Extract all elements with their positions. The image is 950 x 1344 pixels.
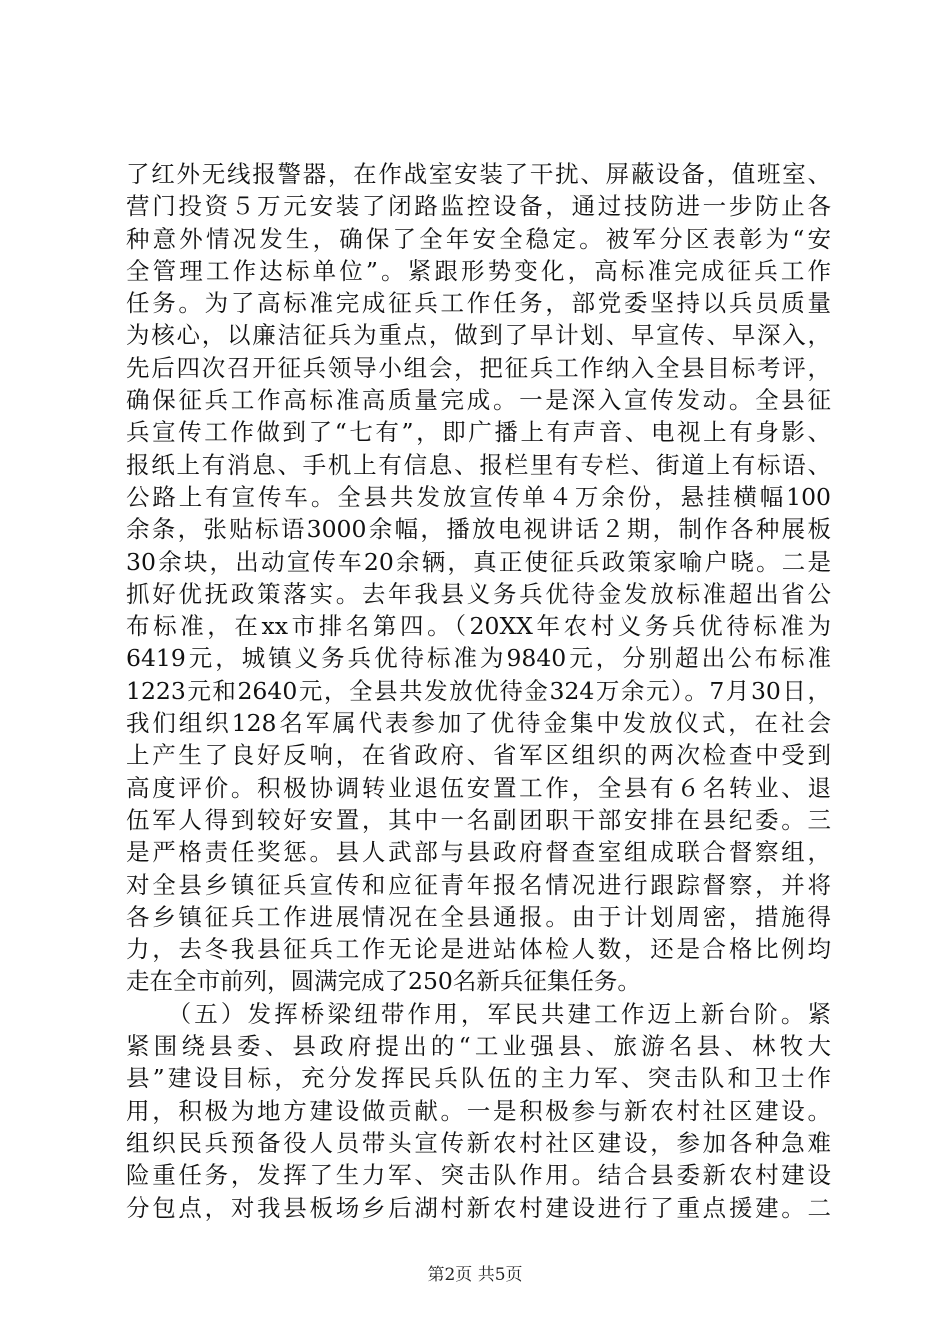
text-line: 县”建设目标，充分发挥民兵队伍的主力军、突击队和卫士作 bbox=[126, 1064, 831, 1093]
text-line: 兵宣传工作做到了“七有”，即广播上有声音、电视上有身影、 bbox=[126, 418, 831, 447]
text-line: 组织民兵预备役人员带头宣传新农村社区建设，参加各种急难 bbox=[126, 1128, 831, 1157]
text-line: 确保征兵工作高标准高质量完成。一是深入宣传发动。全县征 bbox=[126, 386, 831, 415]
text-line: 对全县乡镇征兵宣传和应征青年报名情况进行跟踪督察，并将 bbox=[126, 870, 831, 899]
text-line: 任务。为了高标准完成征兵工作任务，部党委坚持以兵员质量 bbox=[126, 289, 831, 318]
text-line: 先后四次召开征兵领导小组会，把征兵工作纳入全县目标考评， bbox=[126, 353, 831, 382]
text-line: 30余块，出动宣传车20余辆，真正使征兵政策家喻户晓。二是 bbox=[126, 547, 831, 576]
text-line: 余条，张贴标语3000余幅，播放电视讲话２期，制作各种展板 bbox=[126, 515, 831, 544]
text-line: 公路上有宣传车。全县共发放宣传单４万余份，悬挂横幅100 bbox=[126, 482, 831, 511]
text-line: 高度评价。积极协调转业退伍安置工作，全县有６名转业、退 bbox=[126, 773, 831, 802]
body-text bbox=[126, 158, 831, 1224]
text-line: 布标准，在xx市排名第四。（20XX年农村义务兵优待标准为 bbox=[126, 612, 831, 641]
text-line: 6419元，城镇义务兵优待标准为9840元，分别超出公布标准 bbox=[126, 644, 831, 673]
text-line: （五）发挥桥梁纽带作用，军民共建工作迈上新台阶。紧 bbox=[126, 999, 831, 1028]
text-line: 全管理工作达标单位”。紧跟形势变化，高标准完成征兵工作 bbox=[126, 256, 831, 285]
text-line: 用，积极为地方建设做贡献。一是积极参与新农村社区建设。 bbox=[126, 1096, 831, 1125]
text-line: 是严格责任奖惩。县人武部与县政府督查室组成联合督察组， bbox=[126, 838, 831, 867]
text-line: 走在全市前列，圆满完成了250名新兵征集任务。 bbox=[126, 967, 641, 996]
text-line: 我们组织128名军属代表参加了优待金集中发放仪式，在社会 bbox=[126, 709, 831, 738]
text-line: 分包点，对我县板场乡后湖村新农村建设进行了重点援建。二 bbox=[126, 1193, 831, 1222]
text-line: 紧围绕县委、县政府提出的“工业强县、旅游名县、林牧大 bbox=[126, 1032, 831, 1061]
text-line: 了红外无线报警器，在作战室安装了干扰、屏蔽设备，值班室、 bbox=[126, 160, 831, 188]
text-line: 各乡镇征兵工作进展情况在全县通报。由于计划周密，措施得 bbox=[126, 902, 831, 931]
text-line: 为核心，以廉洁征兵为重点，做到了早计划、早宣传、早深入， bbox=[126, 321, 831, 350]
text-line: 险重任务，发挥了生力军、突击队作用。结合县委新农村建设 bbox=[126, 1161, 831, 1190]
page-footer: 第2页 共5页 bbox=[427, 1265, 523, 1285]
text-line: 1223元和2640元，全县共发放优待金324万余元）。7月30日， bbox=[126, 676, 831, 705]
text-line: 伍军人得到较好安置，其中一名副团职干部安排在县纪委。三 bbox=[126, 805, 831, 834]
text-line: 种意外情况发生，确保了全年安全稳定。被军分区表彰为“安 bbox=[126, 224, 831, 253]
text-line: 营门投资５万元安装了闭路监控设备，通过技防进一步防止各 bbox=[126, 192, 831, 221]
text-line: 力，去冬我县征兵工作无论是进站体检人数，还是合格比例均 bbox=[126, 935, 831, 964]
text-line: 上产生了良好反响，在省政府、省军区组织的两次检查中受到 bbox=[126, 741, 831, 770]
text-line: 报纸上有消息、手机上有信息、报栏里有专栏、街道上有标语、 bbox=[126, 450, 831, 479]
text-line: 抓好优抚政策落实。去年我县义务兵优待金发放标准超出省公 bbox=[126, 579, 831, 608]
